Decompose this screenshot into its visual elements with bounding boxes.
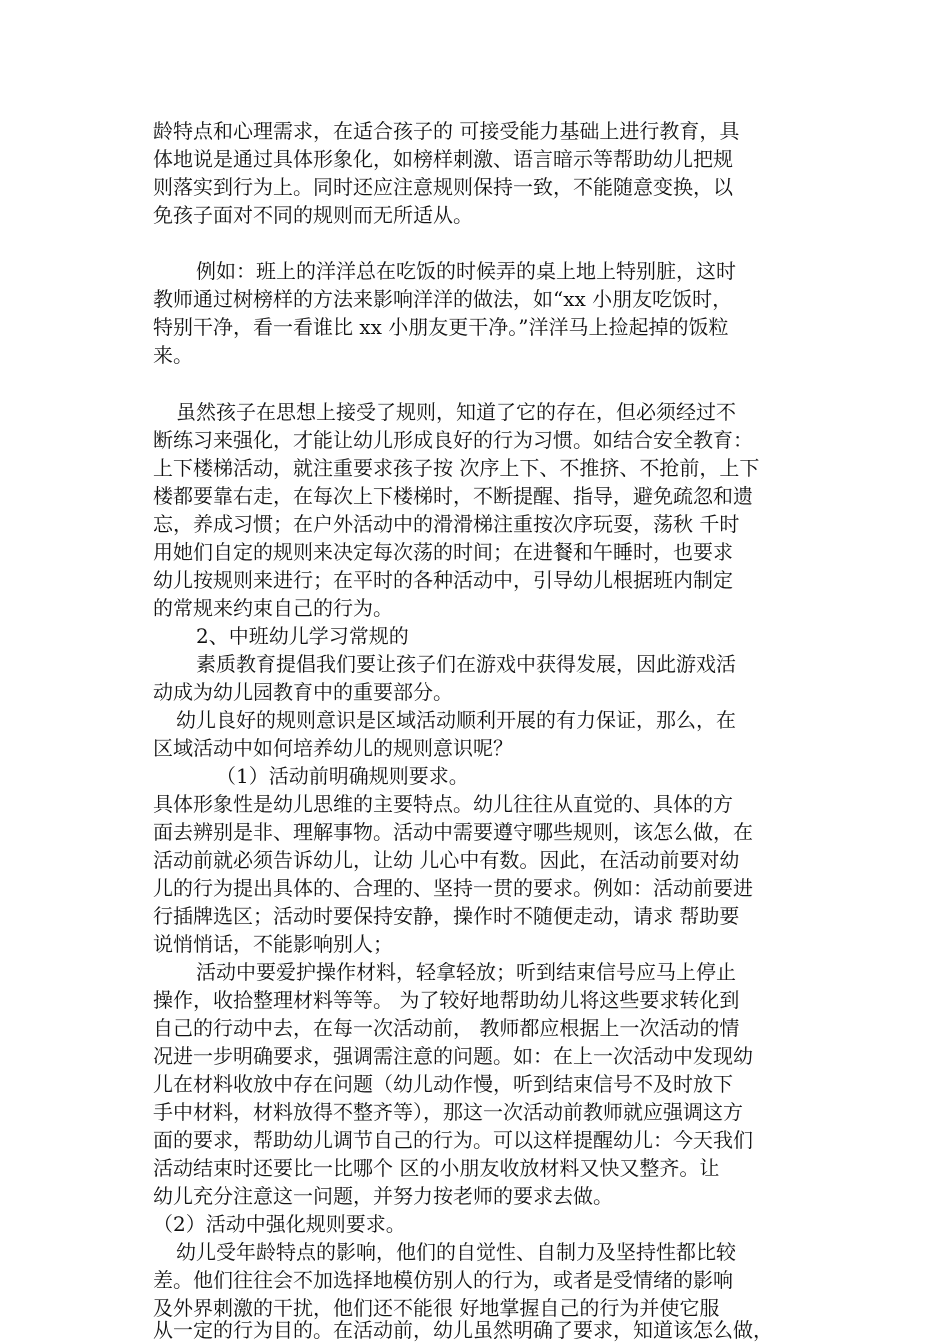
- text-line: 具体形象性是幼儿思维的主要特点。幼儿往往从直觉的、具体的方: [153, 792, 733, 816]
- text-line: 教师通过树榜样的方法来影响洋洋的做法，如“xx 小朋友吃饭时，: [153, 287, 733, 311]
- text-line: 上下楼梯活动，就注重要求孩子按 次序上下、不推挤、不抢前，上下: [153, 456, 760, 480]
- text-line: 况进一步明确要求，强调需注意的问题。如：在上一次活动中发现幼: [153, 1044, 753, 1068]
- text-line: 用她们自定的规则来决定每次荡的时间；在进餐和午睡时，也要求: [153, 540, 733, 564]
- text-line: 从一定的行为目的。在活动前，幼儿虽然明确了要求，知道该怎么做，: [153, 1318, 773, 1342]
- text-line: 及外界刺激的干扰，他们还不能很 好地掌握自己的行为并使它服: [153, 1296, 720, 1320]
- text-line: 断练习来强化，才能让幼儿形成良好的行为习惯。如结合安全教育：: [153, 428, 753, 452]
- text-line: 则落实到行为上。同时还应注意规则保持一致，不能随意变换，以: [153, 175, 733, 199]
- text-line: 儿在材料收放中存在问题（幼儿动作慢，听到结束信号不及时放下: [153, 1072, 733, 1096]
- text-line: 区域活动中如何培养幼儿的规则意识呢？: [153, 736, 513, 760]
- text-line: 体地说是通过具体形象化，如榜样刺激、语言暗示等帮助幼儿把规: [153, 147, 733, 171]
- text-line: 面去辨别是非、理解事物。活动中需要遵守哪些规则，该怎么做，在: [153, 820, 753, 844]
- text-line: 活动前就必须告诉幼儿，让幼 儿心中有数。因此，在活动前要对幼: [153, 848, 740, 872]
- subsection-heading: （2）活动中强化规则要求。: [153, 1212, 406, 1236]
- subsection-heading: （1）活动前明确规则要求。: [216, 764, 469, 788]
- text-line: 活动结束时还要比一比哪个 区的小朋友收放材料又快又整齐。让: [153, 1156, 720, 1180]
- text-line: 活动中要爱护操作材料，轻拿轻放；听到结束信号应马上停止: [196, 960, 736, 984]
- text-line: 差。他们往往会不加选择地模仿别人的行为，或者是受情绪的影响: [153, 1268, 733, 1292]
- text-line: 说悄悄话，不能影响别人；: [153, 932, 393, 956]
- text-line: 自己的行动中去，在每一次活动前， 教师都应根据上一次活动的情: [153, 1016, 740, 1040]
- text-line: 例如：班上的洋洋总在吃饭的时候弄的桌上地上特别脏，这时: [196, 259, 736, 283]
- text-line: 忘，养成习惯；在户外活动中的滑滑梯注重按次序玩耍，荡秋 千时: [153, 512, 740, 536]
- text-line: 特别干净，看一看谁比 xx 小朋友更干净。”洋洋马上捡起掉的饭粒: [153, 315, 729, 339]
- text-line: 儿的行为提出具体的、合理的、坚持一贯的要求。例如：活动前要进: [153, 876, 753, 900]
- text-line: 楼都要靠右走，在每次上下楼梯时，不断提醒、指导，避免疏忽和遗: [153, 484, 753, 508]
- text-line: 面的要求，帮助幼儿调节自己的行为。可以这样提醒幼儿：今天我们: [153, 1128, 753, 1152]
- text-line: 素质教育提倡我们要让孩子们在游戏中获得发展，因此游戏活: [196, 652, 736, 676]
- section-heading: 2、中班幼儿学习常规的: [196, 624, 409, 648]
- text-line: 操作，收拾整理材料等等。 为了较好地帮助幼儿将这些要求转化到: [153, 988, 740, 1012]
- text-line: 手中材料，材料放得不整齐等），那这一次活动前教师就应强调这方: [153, 1100, 743, 1124]
- text-line: 龄特点和心理需求，在适合孩子的 可接受能力基础上进行教育，具: [153, 119, 740, 143]
- text-line: 幼儿按规则来进行；在平时的各种活动中，引导幼儿根据班内制定: [153, 568, 733, 592]
- text-line: 免孩子面对不同的规则而无所适从。: [153, 203, 473, 227]
- text-line: 幼儿良好的规则意识是区域活动顺利开展的有力保证，那么，在: [176, 708, 736, 732]
- text-line: 来。: [153, 343, 193, 367]
- text-line: 的常规来约束自己的行为。: [153, 596, 393, 620]
- text-line: 动成为幼儿园教育中的重要部分。: [153, 680, 453, 704]
- text-line: 行插牌选区；活动时要保持安静，操作时不随便走动，请求 帮助要: [153, 904, 740, 928]
- text-line: 幼儿受年龄特点的影响，他们的自觉性、自制力及坚持性都比较: [176, 1240, 736, 1264]
- text-line: 幼儿充分注意这一问题，并努力按老师的要求去做。: [153, 1184, 613, 1208]
- text-line: 虽然孩子在思想上接受了规则，知道了它的存在，但必须经过不: [176, 400, 736, 424]
